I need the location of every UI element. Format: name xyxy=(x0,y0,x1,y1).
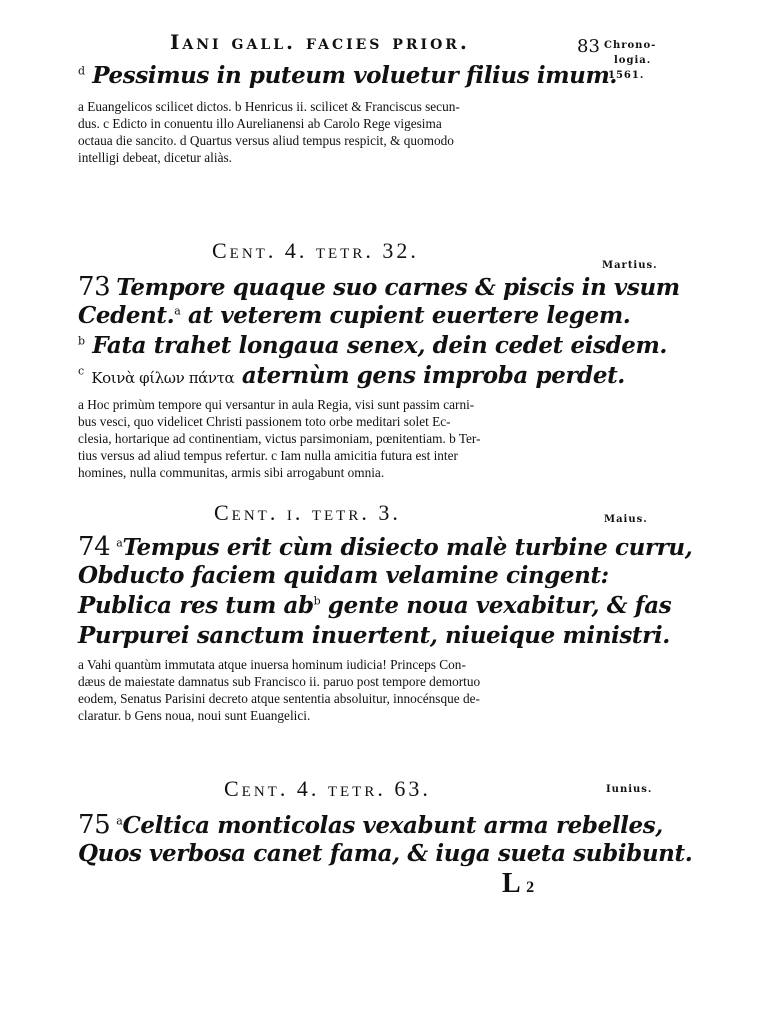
verse-number: 73 xyxy=(78,272,111,302)
margin-chronologia xyxy=(604,38,694,83)
verse-number: 75 xyxy=(78,810,111,840)
note-line: a Hoc primùm tempore qui versantur in aula Regia, visi sunt passim carni- xyxy=(78,397,475,412)
note-mark: a xyxy=(174,304,181,318)
top-notes xyxy=(78,98,598,166)
verse-line xyxy=(78,810,663,840)
margin-month: Iunius. xyxy=(606,784,653,795)
note-mark: b xyxy=(313,594,321,608)
note-line: dus. c Edicto in conuentu illo Aurelianensi ab Carolo Rege vigesima xyxy=(78,116,442,131)
verse-text: at veterem cupient euertere legem. xyxy=(180,302,631,329)
verse-number: 74 xyxy=(78,532,111,562)
margin-chronologia-line: Chrono- xyxy=(604,40,657,51)
greek-phrase: Κοινὰ φίλων πάντα xyxy=(91,369,235,387)
section-heading: Cent. i. tetr. 3. xyxy=(214,500,401,525)
note-mark: a xyxy=(116,814,123,828)
verse-text: Obducto faciem quidam velamine cingent: xyxy=(78,562,609,589)
verse-line xyxy=(78,272,680,302)
verse-line xyxy=(78,362,625,389)
verse-text: Quos verbosa canet fama, & iuga sueta subibunt. xyxy=(78,840,693,867)
verse-line xyxy=(78,532,692,562)
section-notes xyxy=(78,656,598,724)
note-line: clesia, hortarique ad continentiam, victus parsimoniam, pœnitentiam. b Ter- xyxy=(78,431,481,446)
note-mark: a xyxy=(116,536,123,550)
note-mark: d xyxy=(78,64,85,78)
margin-chronologia-line: logia. xyxy=(614,55,652,66)
note-line: dæus de maiestate damnatus sub Francisco ii. paruo post tempore demortuo xyxy=(78,674,481,689)
verse-text: Celtica monticolas vexabunt arma rebelles, xyxy=(122,812,663,839)
section-heading: Cent. 4. tetr. 32. xyxy=(212,238,419,263)
verse-line xyxy=(78,592,671,619)
page-number: 83 xyxy=(577,36,600,57)
verse-text: Fata trahet longaua senex, dein cedet eisdem. xyxy=(84,332,668,359)
note-line: a Vahi quantùm immutata atque inuersa hominum iudicia! Princeps Con- xyxy=(78,657,466,672)
margin-month: Martius. xyxy=(602,260,658,271)
margin-chronologia-line: 1561. xyxy=(608,70,645,81)
verse-text: Tempus erit cùm disiecto malè turbine curru, xyxy=(122,534,693,561)
verse-line xyxy=(78,562,609,589)
signature-number: 2 xyxy=(526,879,535,896)
verse-text: gente noua vexabitur, & fas xyxy=(320,592,672,619)
signature-mark xyxy=(502,868,534,900)
note-line: claratur. b Gens noua, noui sunt Euangelici. xyxy=(78,708,311,723)
note-mark: c xyxy=(78,364,84,378)
note-line: bus vesci, quo videlicet Christi passionem toto orbe meditari solet Ec- xyxy=(78,414,451,429)
note-line: octaua die sancito. d Quartus versus aliud tempus respicit, & quomodo xyxy=(78,133,454,148)
note-line: tius versus ad aliud tempus refertur. c Iam nulla amicitia futura est inter xyxy=(78,448,458,463)
verse-line xyxy=(78,302,630,329)
note-mark: b xyxy=(78,334,85,348)
verse-text: Tempore quaque suo carnes & piscis in vsum xyxy=(116,274,680,301)
note-line: intelligi debeat, dicetur aliàs. xyxy=(78,150,232,165)
running-head: Iani gall. facies prior. xyxy=(170,30,470,54)
verse-line xyxy=(78,332,667,359)
note-line: eodem, Senatus Parisini decreto atque sententia absoluitur, innocénsque de- xyxy=(78,691,480,706)
top-verse xyxy=(78,62,617,89)
verse-text: aternùm gens improba perdet. xyxy=(234,362,625,389)
section-heading: Cent. 4. tetr. 63. xyxy=(224,776,431,801)
note-line: a Euangelicos scilicet dictos. b Henricus ii. scilicet & Franciscus secun- xyxy=(78,99,460,114)
verse-line xyxy=(78,622,670,649)
verse-text: Cedent. xyxy=(78,302,175,329)
margin-month: Maius. xyxy=(604,514,648,525)
signature-letter: L xyxy=(502,868,520,899)
note-line: homines, nulla communitas, armis sibi arrogabunt omnia. xyxy=(78,465,385,480)
verse-text: Publica res tum ab xyxy=(78,592,314,619)
section-notes xyxy=(78,396,598,481)
verse-text: Pessimus in puteum voluetur filius imum. xyxy=(92,62,618,89)
verse-text: Purpurei sanctum inuertent, niueique ministri. xyxy=(78,622,670,649)
verse-line xyxy=(78,840,692,867)
